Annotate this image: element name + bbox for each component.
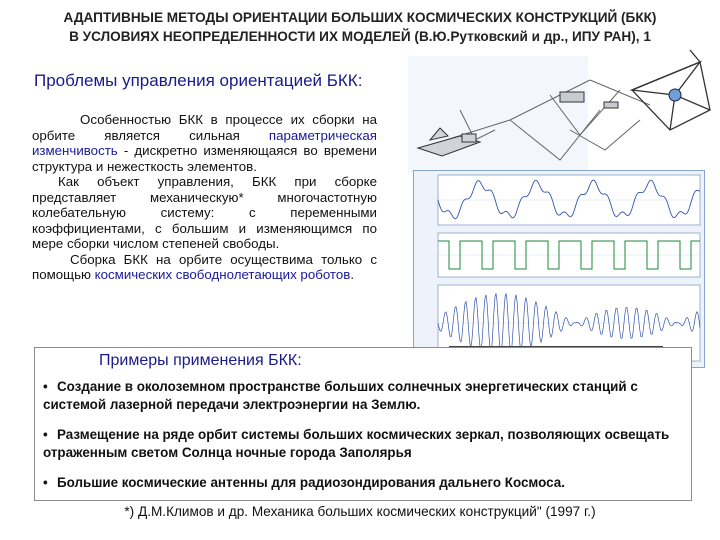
p1-part-a: Особенностью БКК в процессе их сборки на орбите является сильная: [32, 112, 377, 143]
bullet-dot: •: [43, 427, 48, 442]
bullet-dot: •: [43, 379, 48, 394]
examples-heading: Примеры применения БКК:: [99, 352, 302, 369]
p1-part-c: - дискретно изменяющаяся во времени структура и нежесткость элементов.: [32, 143, 377, 174]
p3-highlight: космических свободнолетающих роботов: [94, 267, 351, 282]
example-item-3: [43, 474, 683, 492]
problems-paragraph-3: [32, 252, 377, 283]
example-item-2-text: Размещение на ряде орбит системы больших космических зеркал, позволяющих освещать отраженным светом Солнца ночные города Заполярья: [43, 427, 670, 460]
title-line-2: В УСЛОВИЯХ НЕОПРЕДЕЛЕННОСТИ ИХ МОДЕЛЕЙ (В.Ю.Рутковский и др., ИПУ РАН), 1: [69, 29, 651, 44]
example-item-2: [43, 426, 683, 462]
footnote: *) Д.М.Климов и др. Механика больших космических конструкций" (1997 г.): [124, 504, 596, 519]
stabilization-plots: [413, 170, 705, 368]
bullet-dot: •: [43, 475, 48, 490]
p3-part-c: .: [350, 267, 355, 282]
examples-box: [34, 347, 692, 501]
p3-part-a: Сборка БКК на орбите осуществима только с помощью: [32, 251, 377, 282]
problems-heading: Проблемы управления ориентацией БКК:: [34, 71, 363, 90]
example-item-1-text: Создание в околоземном пространстве больших солнечных энергетических станций с системой лазерной передачи электроэнергии на Землю.: [43, 379, 638, 412]
example-item-1: [43, 378, 683, 414]
example-item-3-text: Большие космические антенны для радиозондирования дальнего Космоса.: [57, 475, 565, 490]
p1-highlight: параметрическая изменчивость: [32, 127, 377, 158]
problems-paragraph-1: [32, 112, 377, 174]
slide-title: [0, 8, 720, 46]
title-line-1: АДАПТИВНЫЕ МЕТОДЫ ОРИЕНТАЦИИ БОЛЬШИХ КОСМИЧЕСКИХ КОНСТРУКЦИЙ (БКК): [63, 10, 657, 25]
problems-paragraph-2: Как объект управления, БКК при сборке представляет механическую* многочастотную колебательную систему: с переменными коэффициентами, с большим и изменяющимся по мере сборки числом степеней свободы.: [32, 174, 377, 251]
problems-text: [32, 112, 377, 283]
plots-svg: [414, 171, 704, 367]
